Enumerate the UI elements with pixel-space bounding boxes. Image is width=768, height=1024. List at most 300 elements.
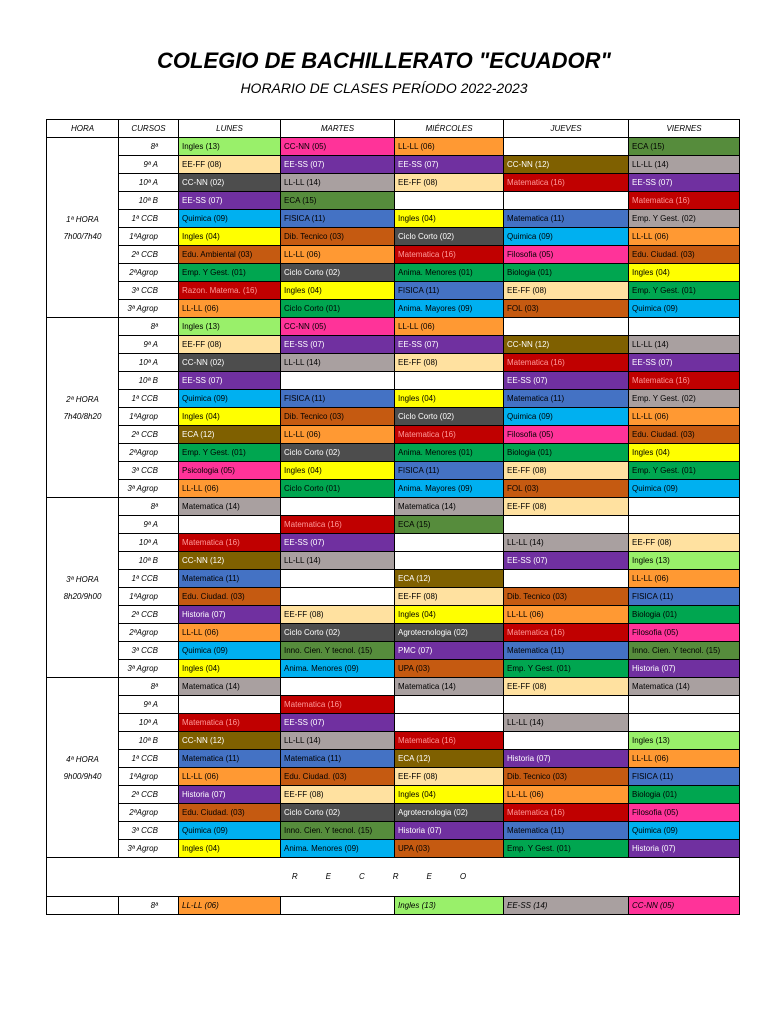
schedule-cell: Biologia (01) [504, 444, 629, 462]
schedule-cell: LL-LL (14) [281, 354, 395, 372]
schedule-cell: Ingles (04) [395, 786, 504, 804]
table-row [47, 588, 740, 606]
schedule-cell [504, 192, 629, 210]
schedule-cell: UPA (03) [395, 660, 504, 678]
schedule-cell: Anima. Menores (09) [281, 660, 395, 678]
schedule-cell: Ciclo Corto (02) [395, 408, 504, 426]
schedule-cell: EE-FF (08) [395, 354, 504, 372]
table-row [47, 318, 740, 336]
schedule-cell: Ciclo Corto (02) [281, 804, 395, 822]
schedule-cell [281, 588, 395, 606]
schedule-cell: Ingles (13) [629, 552, 740, 570]
schedule-cell [629, 696, 740, 714]
header-miercoles: MIÉRCOLES [395, 120, 504, 138]
schedule-cell: Ingles (04) [395, 606, 504, 624]
table-row [47, 192, 740, 210]
schedule-cell: EE-FF (08) [395, 174, 504, 192]
table-row [47, 498, 740, 516]
schedule-cell: Emp. Y Gest. (01) [504, 840, 629, 858]
schedule-cell: Matematica (16) [281, 696, 395, 714]
schedule-cell [629, 516, 740, 534]
course-label: 1ªAgrop [119, 408, 179, 426]
table-row [47, 300, 740, 318]
table-row [47, 714, 740, 732]
period-hora: 4ª HORA [66, 754, 99, 764]
schedule-cell: Edu. Ambiental (03) [179, 246, 281, 264]
course-label: 2ªAgrop [119, 804, 179, 822]
table-row [47, 246, 740, 264]
course-label: 2ª CCB [119, 606, 179, 624]
course-label: 10ª A [119, 534, 179, 552]
table-row [47, 804, 740, 822]
schedule-cell: Inno. Cien. Y tecnol. (15) [281, 822, 395, 840]
schedule-cell: Filosofia (05) [504, 426, 629, 444]
table-row [47, 642, 740, 660]
table-row [47, 897, 740, 915]
course-label: 8ª [119, 498, 179, 516]
schedule-cell: LL-LL (06) [179, 300, 281, 318]
course-label: 3ª Agrop [119, 480, 179, 498]
schedule-cell: Filosofia (05) [629, 804, 740, 822]
schedule-cell: EE-SS (14) [504, 897, 629, 915]
schedule-cell: EE-SS (07) [395, 336, 504, 354]
table-row [47, 174, 740, 192]
schedule-cell: EE-FF (08) [629, 534, 740, 552]
schedule-cell: EE-SS (07) [504, 372, 629, 390]
course-label: 10ª A [119, 714, 179, 732]
period-time: 7h40/8h20 [63, 411, 102, 421]
header-martes: MARTES [281, 120, 395, 138]
schedule-cell: Emp. Y Gest. (02) [629, 210, 740, 228]
course-label: 2ªAgrop [119, 624, 179, 642]
course-label: 3ª Agrop [119, 300, 179, 318]
schedule-cell: Ingles (04) [629, 264, 740, 282]
schedule-cell: Agrotecnologia (02) [395, 804, 504, 822]
schedule-cell: EE-FF (08) [504, 462, 629, 480]
course-label: 10ª B [119, 192, 179, 210]
schedule-cell: Biologia (01) [504, 264, 629, 282]
schedule-cell: Filosofia (05) [504, 246, 629, 264]
schedule-cell: FISICA (11) [281, 210, 395, 228]
schedule-cell: LL-LL (14) [629, 156, 740, 174]
schedule-cell: Anima. Mayores (09) [395, 300, 504, 318]
schedule-cell: Edu. Ciudad. (03) [629, 246, 740, 264]
schedule-cell: Ingles (13) [179, 318, 281, 336]
table-row [47, 552, 740, 570]
course-label: 9ª A [119, 516, 179, 534]
schedule-cell: Psicologia (05) [179, 462, 281, 480]
schedule-cell: Matematica (16) [504, 804, 629, 822]
period-label [47, 318, 119, 498]
schedule-cell: Quimica (09) [179, 210, 281, 228]
schedule-cell: Matematica (14) [179, 678, 281, 696]
schedule-cell: LL-LL (14) [504, 714, 629, 732]
schedule-cell: EE-FF (08) [504, 498, 629, 516]
schedule-cell [504, 138, 629, 156]
header-cursos: CURSOS [119, 120, 179, 138]
schedule-cell: Matematica (16) [504, 174, 629, 192]
schedule-cell: LL-LL (06) [395, 138, 504, 156]
course-label: 10ª A [119, 354, 179, 372]
course-label: 1ª CCB [119, 570, 179, 588]
course-label: 1ª CCB [119, 210, 179, 228]
table-row [47, 822, 740, 840]
schedule-cell: EE-FF (08) [179, 336, 281, 354]
schedule-cell [504, 318, 629, 336]
schedule-cell: Matematica (16) [504, 354, 629, 372]
schedule-cell: FISICA (11) [395, 462, 504, 480]
schedule-cell: Ingles (04) [281, 282, 395, 300]
schedule-cell: EE-FF (08) [395, 768, 504, 786]
schedule-cell: LL-LL (06) [179, 480, 281, 498]
course-label: 2ªAgrop [119, 264, 179, 282]
course-label: 8ª [119, 138, 179, 156]
schedule-cell: Historia (07) [504, 750, 629, 768]
table-row [47, 534, 740, 552]
course-label: 9ª A [119, 696, 179, 714]
course-label: 9ª A [119, 156, 179, 174]
header-lunes: LUNES [179, 120, 281, 138]
schedule-cell: FISICA (11) [629, 588, 740, 606]
schedule-cell [281, 498, 395, 516]
schedule-cell: LL-LL (14) [281, 552, 395, 570]
schedule-cell: Matematica (14) [395, 498, 504, 516]
schedule-cell: CC-NN (05) [629, 897, 740, 915]
schedule-cell: LL-LL (06) [629, 408, 740, 426]
schedule-cell: Matematica (11) [504, 822, 629, 840]
period-time: 9h00/9h40 [63, 771, 102, 781]
schedule-cell: Ingles (04) [179, 840, 281, 858]
schedule-cell: Ciclo Corto (01) [281, 480, 395, 498]
schedule-cell: Matematica (11) [281, 750, 395, 768]
schedule-cell: LL-LL (06) [629, 228, 740, 246]
schedule-cell: Dib. Tecnico (03) [504, 588, 629, 606]
schedule-cell: EE-SS (07) [281, 714, 395, 732]
schedule-cell [395, 372, 504, 390]
table-row [47, 282, 740, 300]
schedule-cell: CC-NN (02) [179, 174, 281, 192]
table-row [47, 570, 740, 588]
schedule-cell: Matematica (11) [504, 210, 629, 228]
schedule-cell: Dib. Tecnico (03) [281, 228, 395, 246]
schedule-cell: LL-LL (06) [281, 246, 395, 264]
schedule-cell: LL-LL (14) [629, 336, 740, 354]
table-row [47, 408, 740, 426]
schedule-table [46, 119, 740, 915]
schedule-cell: LL-LL (06) [395, 318, 504, 336]
course-label: 3ª CCB [119, 282, 179, 300]
schedule-cell: FOL (03) [504, 480, 629, 498]
schedule-cell: EE-SS (07) [504, 552, 629, 570]
schedule-cell: Emp. Y Gest. (01) [179, 264, 281, 282]
course-label: 8ª [119, 678, 179, 696]
schedule-cell: Historia (07) [395, 822, 504, 840]
recreo-label: RECREO [47, 858, 740, 897]
schedule-cell: Razon. Matema. (16) [179, 282, 281, 300]
schedule-cell: Anima. Mayores (09) [395, 480, 504, 498]
period-time: 8h20/9h00 [63, 591, 102, 601]
schedule-cell: Matematica (14) [395, 678, 504, 696]
course-label: 3ª CCB [119, 462, 179, 480]
period-hora: 3ª HORA [66, 574, 99, 584]
schedule-cell: Ingles (04) [395, 210, 504, 228]
course-label: 10ª B [119, 552, 179, 570]
schedule-cell: Matematica (14) [179, 498, 281, 516]
schedule-cell: CC-NN (12) [179, 552, 281, 570]
schedule-body [47, 138, 740, 915]
schedule-cell: EE-SS (07) [179, 372, 281, 390]
schedule-cell: FISICA (11) [281, 390, 395, 408]
schedule-cell: Quimica (09) [504, 228, 629, 246]
schedule-cell: Emp. Y Gest. (02) [629, 390, 740, 408]
table-row [47, 462, 740, 480]
schedule-cell: Quimica (09) [179, 642, 281, 660]
table-row [47, 696, 740, 714]
course-label: 1ªAgrop [119, 588, 179, 606]
schedule-cell: LL-LL (06) [629, 750, 740, 768]
schedule-cell: Matematica (11) [504, 642, 629, 660]
schedule-cell [395, 192, 504, 210]
schedule-cell [281, 897, 395, 915]
schedule-cell: Ciclo Corto (01) [281, 300, 395, 318]
schedule-cell: EE-SS (07) [395, 156, 504, 174]
schedule-cell: Biologia (01) [629, 786, 740, 804]
schedule-cell: Ingles (13) [395, 897, 504, 915]
schedule-cell: Anima. Menores (01) [395, 264, 504, 282]
schedule-cell: Matematica (16) [179, 714, 281, 732]
course-label: 1ª CCB [119, 750, 179, 768]
table-row [47, 786, 740, 804]
schedule-cell: EE-FF (08) [504, 282, 629, 300]
schedule-cell: ECA (15) [395, 516, 504, 534]
course-label: 1ªAgrop [119, 228, 179, 246]
schedule-cell: Edu. Ciudad. (03) [179, 588, 281, 606]
schedule-cell: LL-LL (06) [629, 570, 740, 588]
header-viernes: VIERNES [629, 120, 740, 138]
schedule-cell: CC-NN (12) [504, 156, 629, 174]
schedule-cell: ECA (15) [281, 192, 395, 210]
schedule-cell: EE-FF (08) [179, 156, 281, 174]
schedule-cell: LL-LL (14) [281, 174, 395, 192]
schedule-cell: Matematica (16) [179, 534, 281, 552]
schedule-cell [629, 498, 740, 516]
schedule-cell: Ingles (04) [179, 408, 281, 426]
schedule-cell [504, 516, 629, 534]
course-label: 8ª [119, 897, 179, 915]
schedule-cell: FOL (03) [504, 300, 629, 318]
schedule-cell: Dib. Tecnico (03) [281, 408, 395, 426]
schedule-cell: Filosofia (05) [629, 624, 740, 642]
schedule-cell: Ciclo Corto (02) [281, 444, 395, 462]
schedule-cell [395, 714, 504, 732]
schedule-cell: CC-NN (12) [504, 336, 629, 354]
course-label: 2ª CCB [119, 426, 179, 444]
schedule-cell: Ingles (13) [629, 732, 740, 750]
schedule-cell: EE-FF (08) [504, 678, 629, 696]
schedule-cell: EE-SS (07) [281, 336, 395, 354]
schedule-cell: Historia (07) [629, 660, 740, 678]
header-hora: HORA [47, 120, 119, 138]
period-time: 7h00/7h40 [63, 231, 102, 241]
course-label: 2ª CCB [119, 246, 179, 264]
table-row [47, 336, 740, 354]
schedule-cell [395, 552, 504, 570]
course-label: 3ª Agrop [119, 660, 179, 678]
schedule-cell: Emp. Y Gest. (01) [629, 462, 740, 480]
table-row [47, 480, 740, 498]
schedule-cell: Matematica (16) [629, 372, 740, 390]
schedule-cell: FISICA (11) [395, 282, 504, 300]
schedule-cell: ECA (12) [395, 570, 504, 588]
schedule-cell [395, 534, 504, 552]
schedule-cell: Ingles (04) [179, 228, 281, 246]
course-label: 9ª A [119, 336, 179, 354]
schedule-cell: Ciclo Corto (02) [281, 264, 395, 282]
course-label: 1ªAgrop [119, 768, 179, 786]
schedule-cell: FISICA (11) [629, 768, 740, 786]
schedule-cell: EE-SS (07) [281, 534, 395, 552]
period-label [47, 678, 119, 858]
schedule-cell: Historia (07) [179, 606, 281, 624]
schedule-cell: Ingles (04) [281, 462, 395, 480]
schedule-cell: ECA (15) [629, 138, 740, 156]
course-label: 3ª CCB [119, 822, 179, 840]
schedule-cell: EE-SS (07) [629, 354, 740, 372]
schedule-cell: EE-FF (08) [281, 606, 395, 624]
schedule-cell: EE-SS (07) [629, 174, 740, 192]
schedule-cell: CC-NN (05) [281, 318, 395, 336]
schedule-cell: Matematica (16) [281, 516, 395, 534]
course-label: 10ª A [119, 174, 179, 192]
table-row [47, 732, 740, 750]
schedule-cell: EE-SS (07) [281, 156, 395, 174]
schedule-cell: Quimica (09) [629, 300, 740, 318]
schedule-cell: Historia (07) [179, 786, 281, 804]
schedule-cell: Ingles (04) [179, 660, 281, 678]
schedule-cell: Emp. Y Gest. (01) [504, 660, 629, 678]
schedule-cell: Edu. Ciudad. (03) [629, 426, 740, 444]
schedule-cell: Inno. Cien. Y tecnol. (15) [629, 642, 740, 660]
schedule-cell: Emp. Y Gest. (01) [179, 444, 281, 462]
table-row [47, 264, 740, 282]
schedule-cell: ECA (12) [395, 750, 504, 768]
schedule-cell: EE-FF (08) [395, 588, 504, 606]
schedule-cell: Quimica (09) [629, 822, 740, 840]
schedule-cell [395, 696, 504, 714]
course-label: 3ª CCB [119, 642, 179, 660]
schedule-cell: ECA (12) [179, 426, 281, 444]
schedule-cell: Matematica (11) [504, 390, 629, 408]
table-row [47, 768, 740, 786]
schedule-cell: Quimica (09) [179, 390, 281, 408]
schedule-cell: Edu. Ciudad. (03) [179, 804, 281, 822]
schedule-cell: Matematica (16) [629, 192, 740, 210]
course-label: 2ª CCB [119, 786, 179, 804]
course-label: 2ªAgrop [119, 444, 179, 462]
recreo-row [47, 858, 740, 897]
schedule-cell: LL-LL (06) [179, 624, 281, 642]
schedule-cell: Quimica (09) [504, 408, 629, 426]
schedule-cell: Matematica (16) [395, 246, 504, 264]
schedule-cell: Dib. Tecnico (03) [504, 768, 629, 786]
header-jueves: JUEVES [504, 120, 629, 138]
table-row [47, 426, 740, 444]
schedule-cell: Ciclo Corto (02) [395, 228, 504, 246]
schedule-cell: Biologia (01) [629, 606, 740, 624]
schedule-cell: Matematica (16) [395, 426, 504, 444]
schedule-cell: EE-SS (07) [179, 192, 281, 210]
schedule-cell: EE-FF (08) [281, 786, 395, 804]
schedule-cell: Anima. Menores (09) [281, 840, 395, 858]
schedule-cell: Matematica (11) [179, 750, 281, 768]
schedule-cell: LL-LL (06) [504, 606, 629, 624]
page-title: COLEGIO DE BACHILLERATO "ECUADOR" [157, 48, 611, 73]
schedule-cell: CC-NN (05) [281, 138, 395, 156]
period-label [47, 498, 119, 678]
table-row [47, 606, 740, 624]
schedule-cell: Matematica (16) [395, 732, 504, 750]
table-row [47, 156, 740, 174]
schedule-cell: Matematica (16) [504, 624, 629, 642]
header-row [47, 120, 740, 138]
schedule-cell [504, 570, 629, 588]
table-row [47, 354, 740, 372]
schedule-cell: Ingles (04) [629, 444, 740, 462]
schedule-cell: Agrotecnologia (02) [395, 624, 504, 642]
page-subtitle: HORARIO DE CLASES PERÍODO 2022-2023 [240, 80, 528, 96]
period-hora: 2ª HORA [66, 394, 99, 404]
table-row [47, 516, 740, 534]
schedule-cell [281, 372, 395, 390]
course-label: 1ª CCB [119, 390, 179, 408]
period-label [47, 138, 119, 318]
schedule-cell: LL-LL (06) [179, 768, 281, 786]
table-row [47, 678, 740, 696]
table-row [47, 390, 740, 408]
schedule-cell: CC-NN (12) [179, 732, 281, 750]
schedule-cell [629, 318, 740, 336]
schedule-cell: Quimica (09) [629, 480, 740, 498]
schedule-cell: LL-LL (06) [179, 897, 281, 915]
table-row [47, 228, 740, 246]
schedule-cell [179, 516, 281, 534]
schedule-cell: LL-LL (14) [281, 732, 395, 750]
period-hora: 1ª HORA [66, 214, 99, 224]
schedule-cell: Anima. Menores (01) [395, 444, 504, 462]
course-label: 10ª B [119, 732, 179, 750]
table-row [47, 750, 740, 768]
schedule-cell [281, 678, 395, 696]
table-row [47, 444, 740, 462]
schedule-cell [281, 570, 395, 588]
schedule-cell: Ingles (13) [179, 138, 281, 156]
table-row [47, 840, 740, 858]
schedule-cell [629, 714, 740, 732]
schedule-cell: Matematica (11) [179, 570, 281, 588]
schedule-cell: LL-LL (06) [281, 426, 395, 444]
schedule-cell: Inno. Cien. Y tecnol. (15) [281, 642, 395, 660]
course-label: 8ª [119, 318, 179, 336]
schedule-cell: UPA (03) [395, 840, 504, 858]
schedule-cell: Emp. Y Gest. (01) [629, 282, 740, 300]
schedule-cell: LL-LL (06) [504, 786, 629, 804]
course-label: 10ª B [119, 372, 179, 390]
table-row [47, 624, 740, 642]
table-row [47, 138, 740, 156]
schedule-cell [504, 732, 629, 750]
schedule-cell: Quimica (09) [179, 822, 281, 840]
schedule-cell: Ciclo Corto (02) [281, 624, 395, 642]
